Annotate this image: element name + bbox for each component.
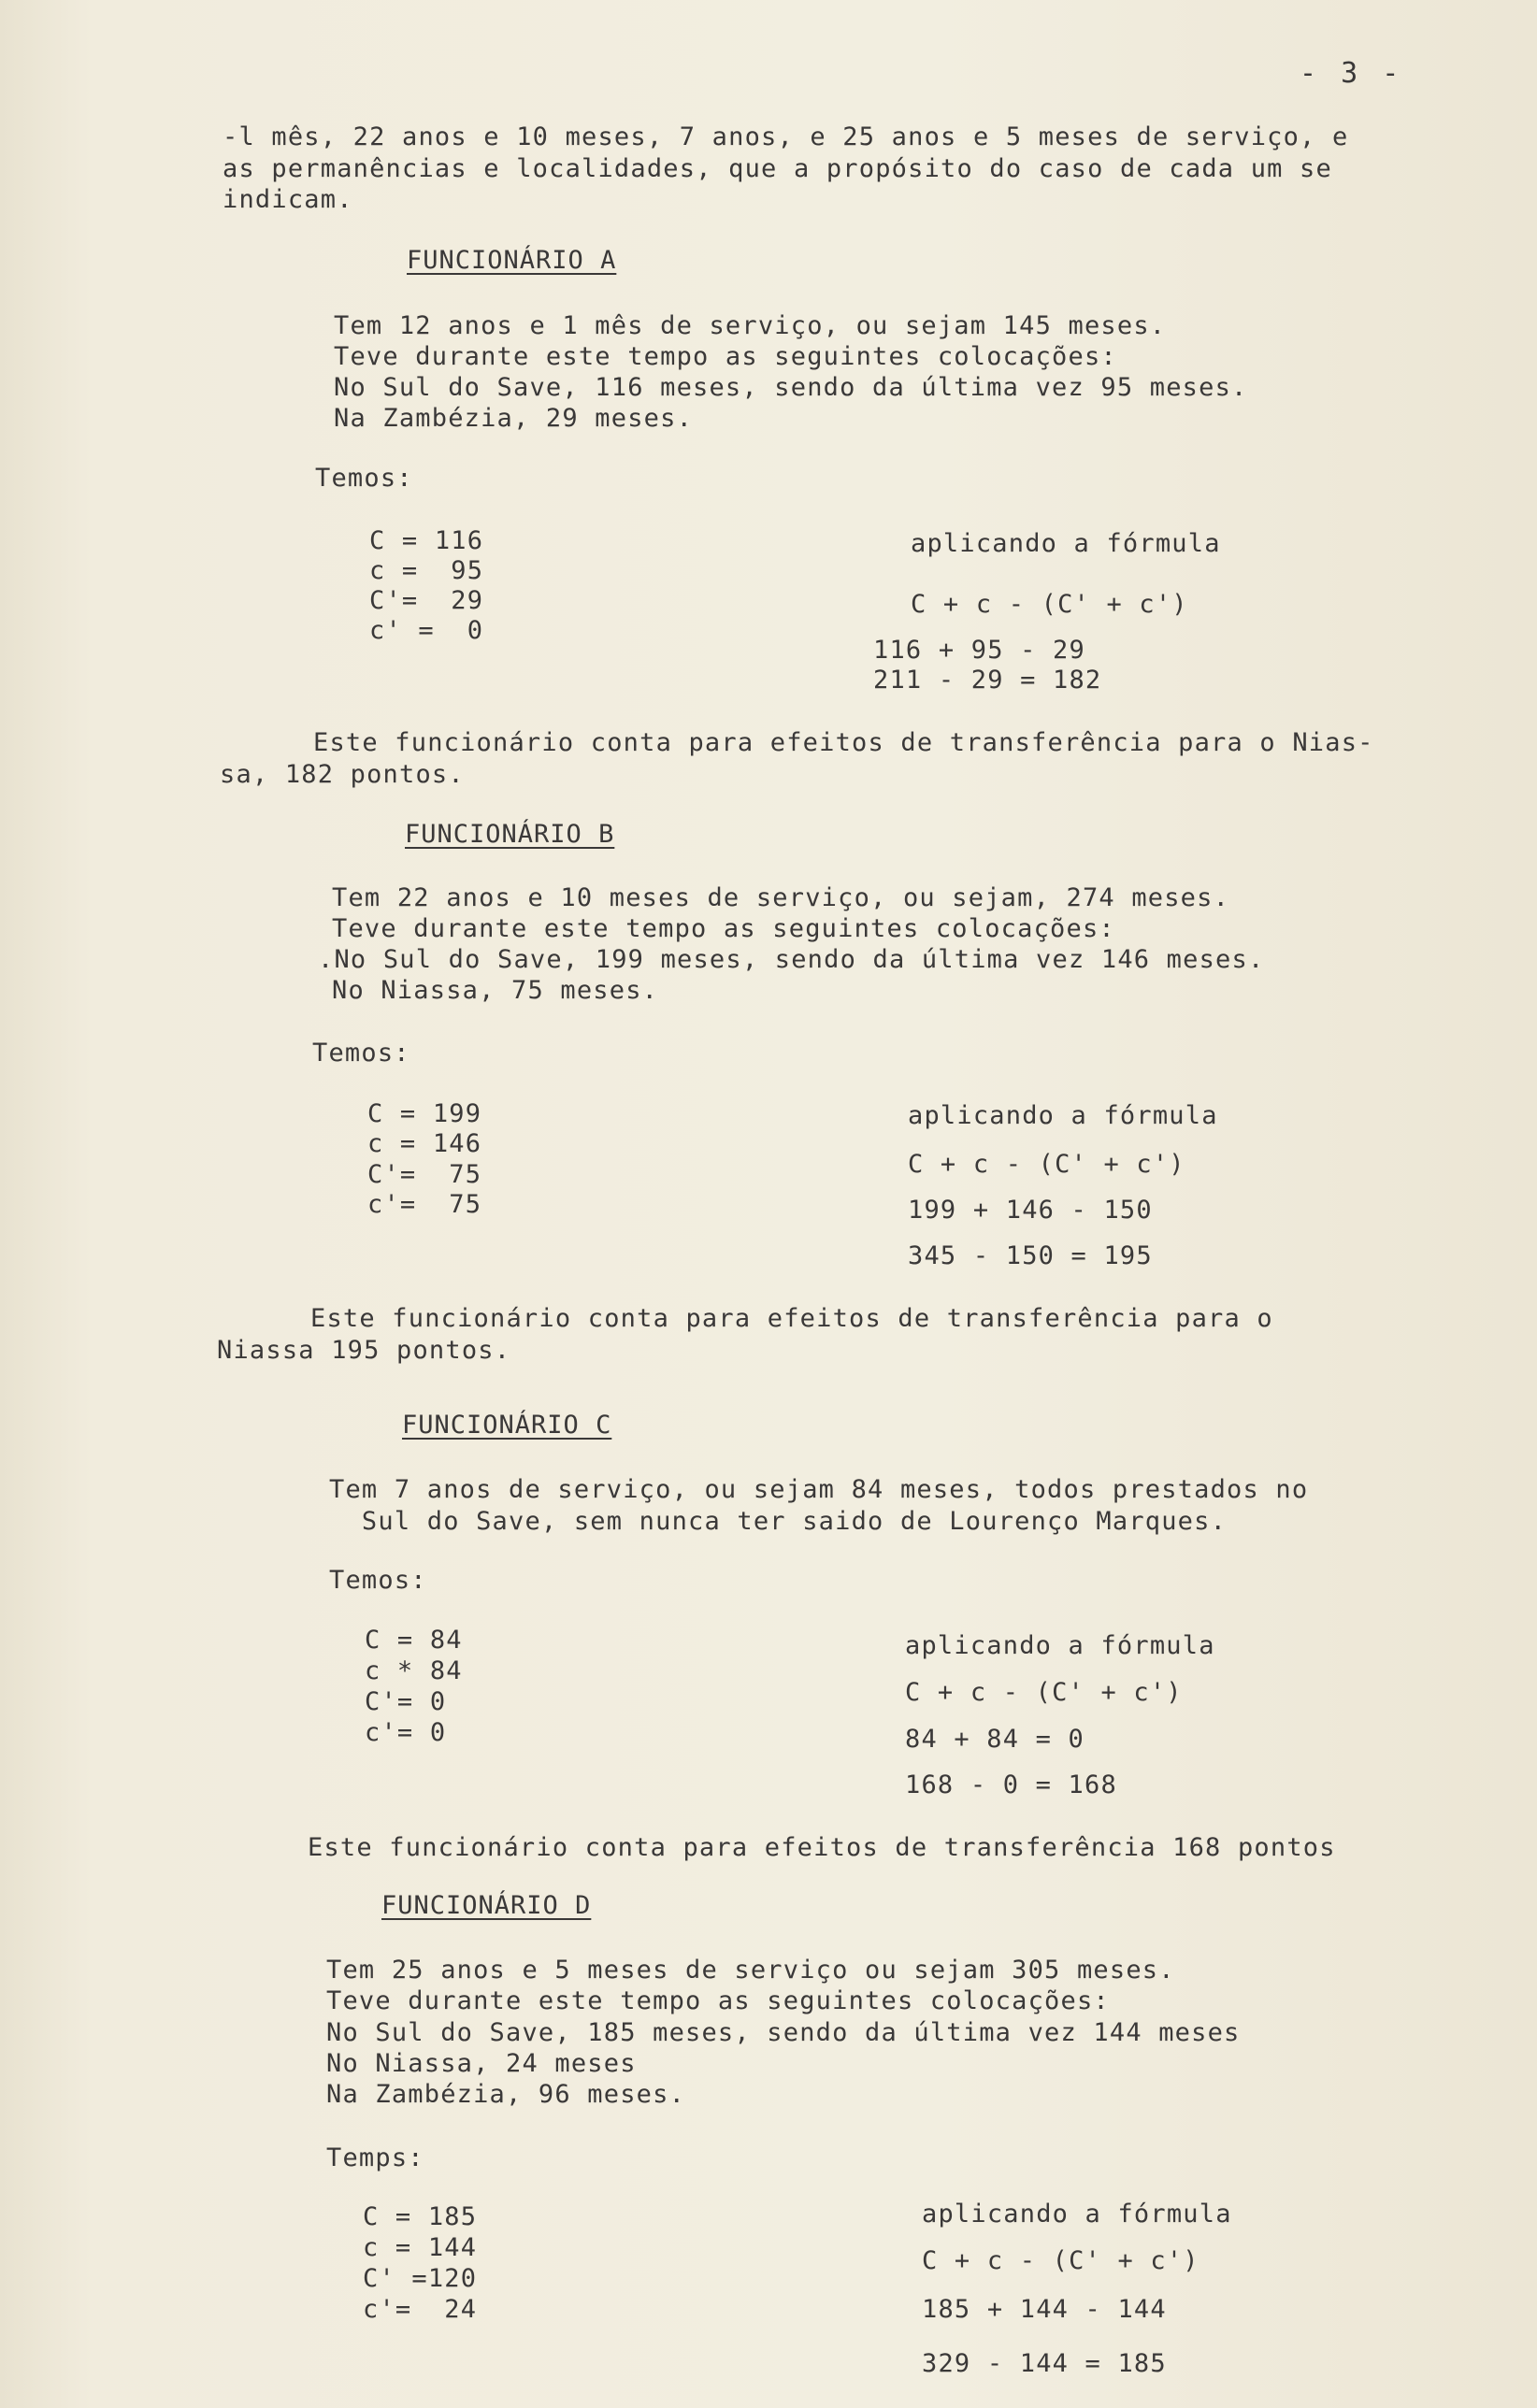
variable-line: C = 116 (369, 526, 484, 555)
variable-line: c = 146 (367, 1129, 482, 1158)
formula-label: aplicando a fórmula (922, 2200, 1232, 2229)
formula-label: aplicando a fórmula (908, 1101, 1218, 1130)
description-line: No Niassa, 24 meses (326, 2049, 637, 2078)
formula-label: aplicando a fórmula (905, 1631, 1215, 1660)
description-line: Na Zambézia, 96 meses. (326, 2080, 686, 2109)
variable-line: c * 84 (365, 1656, 463, 1685)
description-line: Tem 7 anos de serviço, ou sejam 84 meses, todos prestados no (329, 1475, 1309, 1504)
calc-line: 199 + 146 - 150 (908, 1196, 1153, 1225)
description-line: No Niassa, 75 meses. (332, 976, 659, 1005)
conclusion-line: Este funcionário conta para efeitos de transferência para o (310, 1304, 1273, 1333)
variable-line: c'= 24 (363, 2295, 478, 2324)
description-line: Tem 25 anos e 5 meses de serviço ou sejam 305 meses. (326, 1956, 1175, 1985)
section-heading-c: FUNCIONÁRIO C (402, 1411, 612, 1440)
formula: C + c - (C' + c') (908, 1150, 1185, 1179)
description-line: Teve durante este tempo as seguintes colocações: (334, 342, 1117, 371)
conclusion-line: Este funcionário conta para efeitos de transferência para o Nias- (313, 728, 1374, 757)
conclusion-line: Niassa 195 pontos. (217, 1336, 511, 1365)
description-line: No Sul do Save, 116 meses, sendo da última vez 95 meses. (334, 373, 1248, 402)
description-line: Tem 22 anos e 10 meses de serviço, ou sejam, 274 meses. (332, 883, 1230, 912)
description-line: Teve durante este tempo as seguintes colocações: (326, 1986, 1110, 2015)
calc-line: 116 + 95 - 29 (873, 636, 1085, 665)
calc-line: 329 - 144 = 185 (922, 2349, 1167, 2378)
formula-label: aplicando a fórmula (911, 529, 1221, 558)
variable-line: c' = 0 (369, 616, 484, 645)
variable-line: c'= 0 (365, 1718, 447, 1747)
variable-line: c = 95 (369, 556, 484, 585)
calc-line: 211 - 29 = 182 (873, 666, 1102, 695)
description-line: No Sul do Save, 185 meses, sendo da última vez 144 meses (326, 2018, 1241, 2047)
temos-label: Temos: (315, 464, 413, 493)
variable-line: C = 84 (365, 1626, 463, 1655)
temos-label: Temps: (326, 2143, 424, 2172)
formula: C + c - (C' + c') (922, 2246, 1199, 2275)
section-heading-b: FUNCIONÁRIO B (405, 820, 615, 849)
variable-line: c = 144 (363, 2233, 478, 2262)
conclusion-line: Este funcionário conta para efeitos de transferência 168 pontos (308, 1833, 1336, 1862)
variable-line: C = 185 (363, 2202, 478, 2231)
calc-line: 84 + 84 = 0 (905, 1725, 1085, 1754)
variable-line: C' =120 (363, 2264, 478, 2293)
formula: C + c - (C' + c') (911, 590, 1188, 619)
page-number: - 3 - (1300, 57, 1403, 90)
description-line: Na Zambézia, 29 meses. (334, 404, 694, 433)
variable-line: C'= 0 (365, 1687, 447, 1716)
variable-line: c'= 75 (367, 1190, 482, 1219)
calc-line: 185 + 144 - 144 (922, 2295, 1167, 2324)
variable-line: C'= 29 (369, 586, 484, 615)
variable-line: C'= 75 (367, 1160, 482, 1189)
calc-line: 345 - 150 = 195 (908, 1241, 1153, 1270)
variable-line: C = 199 (367, 1099, 482, 1128)
intro-line: as permanências e localidades, que a propósito do caso de cada um se (223, 154, 1332, 183)
formula: C + c - (C' + c') (905, 1678, 1183, 1707)
description-line: Tem 12 anos e 1 mês de serviço, ou sejam 145 meses. (334, 311, 1167, 340)
temos-label: Temos: (329, 1566, 427, 1595)
intro-line: indicam. (223, 185, 353, 214)
description-line: .No Sul do Save, 199 meses, sendo da última vez 146 meses. (318, 945, 1265, 974)
description-line: Sul do Save, sem nunca ter saido de Lourenço Marques. (329, 1507, 1228, 1536)
temos-label: Temos: (312, 1039, 410, 1068)
description-line: Teve durante este tempo as seguintes colocações: (332, 914, 1115, 943)
section-heading-d: FUNCIONÁRIO D (381, 1891, 592, 1920)
calc-line: 168 - 0 = 168 (905, 1770, 1117, 1799)
section-heading-a: FUNCIONÁRIO A (407, 246, 617, 275)
intro-line: -l mês, 22 anos e 10 meses, 7 anos, e 25 anos e 5 meses de serviço, e (223, 122, 1349, 151)
conclusion-line: sa, 182 pontos. (220, 760, 465, 789)
